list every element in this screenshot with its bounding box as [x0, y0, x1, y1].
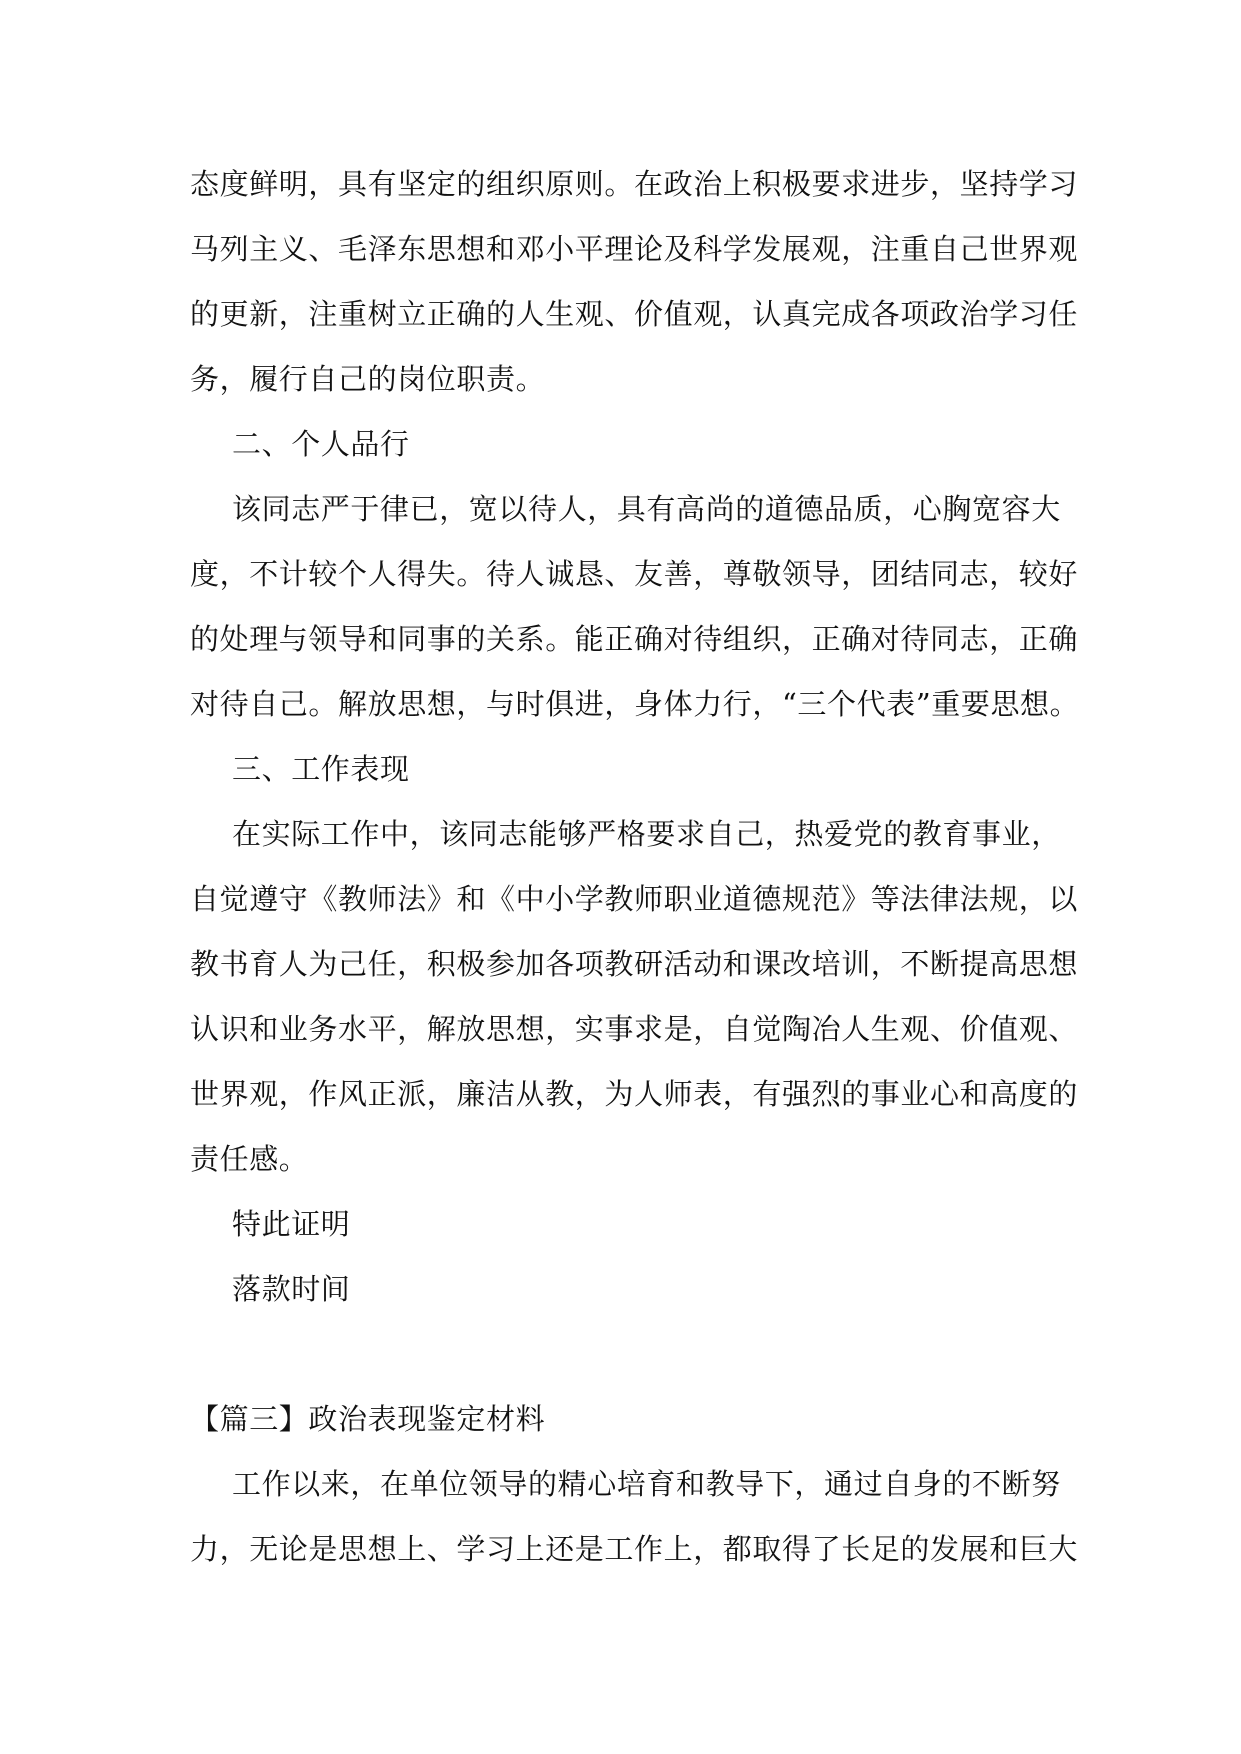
paragraph-line: 工作以来，在单位领导的精心培育和教导下，通过自身的不断努 [232, 1467, 1061, 1501]
paragraph-line: 度，不计较个人得失。待人诚恳、友善，尊敬领导，团结同志，较好 [190, 557, 1079, 591]
paragraph-line: 对待自己。解放思想，与时俱进，身体力行，“三个代表”重要思想。 [190, 687, 1080, 721]
paragraph-line: 世界观，作风正派，廉洁从教，为人师表，有强烈的事业心和高度的 [190, 1077, 1079, 1111]
paragraph-line: 在实际工作中，该同志能够严格要求自己，热爱党的教育事业， [232, 817, 1061, 851]
paragraph-line: 自觉遵守《教师法》和《中小学教师职业道德规范》等法律法规，以 [190, 882, 1079, 916]
article-title: 【篇三】政治表现鉴定材料 [190, 1402, 546, 1436]
paragraph-line: 该同志严于律已，宽以待人，具有高尚的道德品质，心胸宽容大 [232, 492, 1061, 526]
section-heading: 三、工作表现 [232, 752, 410, 786]
paragraph-line: 态度鲜明，具有坚定的组织原则。在政治上积极要求进步，坚持学习 [190, 167, 1079, 201]
paragraph-line: 认识和业务水平，解放思想，实事求是，自觉陶冶人生观、价值观、 [190, 1012, 1079, 1046]
paragraph-line: 务，履行自己的岗位职责。 [190, 362, 546, 396]
signature-date-text: 落款时间 [232, 1272, 351, 1306]
paragraph-line: 力，无论是思想上、学习上还是工作上，都取得了长足的发展和巨大 [190, 1532, 1079, 1566]
certification-text: 特此证明 [232, 1207, 351, 1241]
paragraph-line: 教书育人为己任，积极参加各项教研活动和课改培训，不断提高思想 [190, 947, 1079, 981]
paragraph-line: 的更新，注重树立正确的人生观、价值观，认真完成各项政治学习任 [190, 297, 1079, 331]
section-heading: 二、个人品行 [232, 427, 410, 461]
paragraph-line: 的处理与领导和同事的关系。能正确对待组织，正确对待同志，正确 [190, 622, 1079, 656]
paragraph-line: 责任感。 [190, 1142, 309, 1176]
paragraph-line: 马列主义、毛泽东思想和邓小平理论及科学发展观，注重自己世界观 [190, 232, 1079, 266]
